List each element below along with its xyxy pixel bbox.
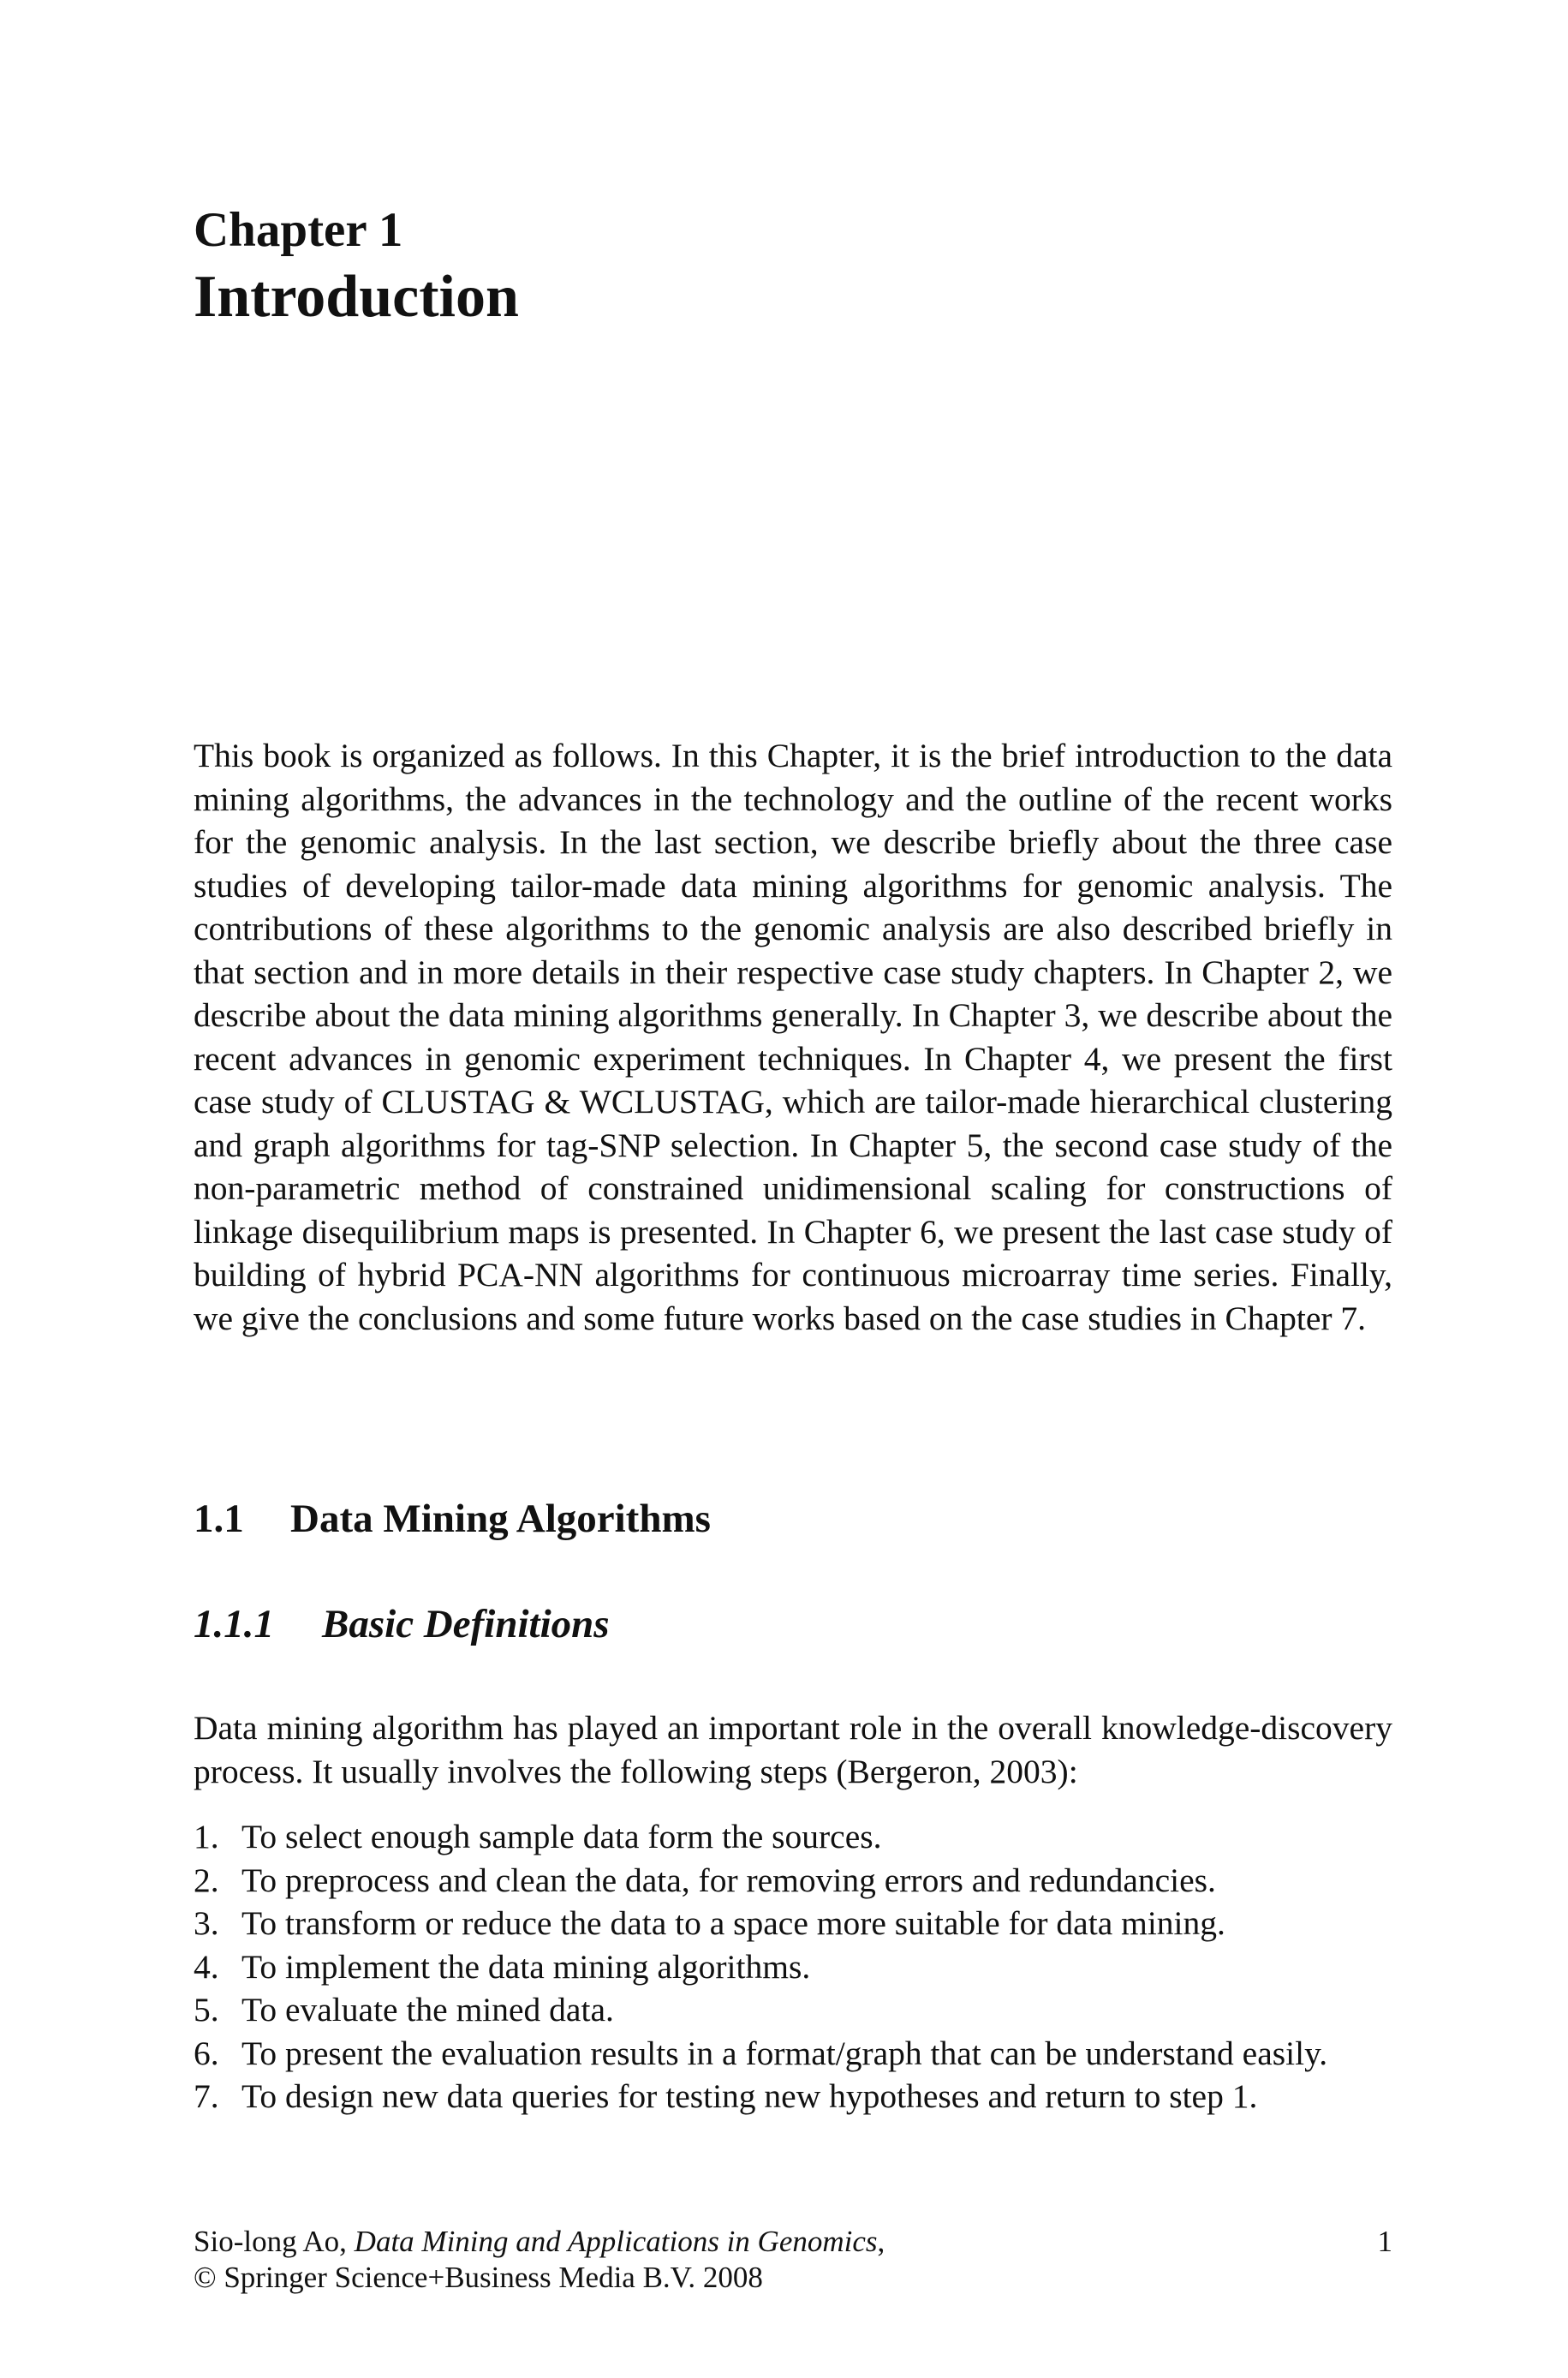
subsection-heading: [194, 1604, 610, 1645]
list-item: [194, 2032, 1392, 2076]
list-item-number: 4.: [194, 1947, 219, 1986]
footer-author: Sio-long Ao,: [194, 2225, 355, 2258]
list-item-number: 2.: [194, 1861, 219, 1899]
list-item: [194, 1988, 1392, 2032]
list-item-number: 1.: [194, 1818, 219, 1855]
subsection-title: Basic Definitions: [322, 1602, 610, 1646]
list-item-number: 7.: [194, 2077, 219, 2115]
list-item: [194, 2075, 1392, 2118]
chapter-title: Introduction: [194, 264, 519, 330]
list-item-text: To evaluate the mined data.: [241, 1991, 614, 2028]
section-title: Data Mining Algorithms: [290, 1497, 711, 1541]
intro-paragraph: This book is organized as follows. In this Chapter, it is the brief introduction to the data mining algorithms, the advances in the technology and the outline of the recent works for the genomic analysis. In the last section, we describe briefly about the three case studies of developing tailor-made data mining algorithms for genomic analysis. The contributions of these algorithms to the genomic analysis are also described briefly in that section and in more details in their respective case study chapters. In Chapter 2, we describe about the data mining algorithms generally. In Chapter 3, we describe about the recent advances in genomic experiment techniques. In Chapter 4, we present the first case study of CLUSTAG & WCLUSTAG, which are tailor-made hierarchical clustering and graph algorithms for tag-SNP selection. In Chapter 5, the second case study of the non-parametric method of constrained unidimensional scaling for constructions of linkage disequilibrium maps is presented. In Chapter 6, we present the last case study of building of hybrid PCA-NN algorithms for continuous microarray time series. Finally, we give the conclusions and some future works based on the case studies in Chapter 7.: [194, 737, 1392, 1337]
list-item: [194, 1859, 1392, 1903]
list-item: [194, 1815, 1392, 1859]
chapter-label: Chapter 1: [194, 203, 403, 257]
list-item: [194, 1902, 1392, 1945]
list-item-number: 5.: [194, 1991, 219, 2028]
definitions-paragraph: Data mining algorithm has played an important role in the overall knowledge-discovery process. It usually involves the following steps (Bergeron, 2003):: [194, 1709, 1392, 1790]
footer-comma: ,: [877, 2225, 885, 2258]
steps-list: [194, 1815, 1392, 2118]
page-number: 1: [1377, 2225, 1392, 2258]
list-item-text: To select enough sample data form the sources.: [241, 1818, 882, 1855]
section-number: 1.1: [194, 1497, 244, 1541]
section-heading: [194, 1499, 711, 1539]
list-item-number: 3.: [194, 1904, 219, 1942]
subsection-number: 1.1.1: [194, 1602, 274, 1646]
footer-citation-row: [194, 2224, 1392, 2260]
list-item-text: To design new data queries for testing new hypotheses and return to step 1.: [241, 2077, 1258, 2115]
list-item-text: To preprocess and clean the data, for removing errors and redundancies.: [241, 1861, 1216, 1899]
footer-book-title: Data Mining and Applications in Genomics: [354, 2225, 878, 2258]
list-item-text: To present the evaluation results in a format/graph that can be understand easily.: [241, 2034, 1328, 2072]
page-footer: [194, 2224, 1392, 2296]
footer-copyright: © Springer Science+Business Media B.V. 2008: [194, 2261, 763, 2294]
list-item-text: To implement the data mining algorithms.: [241, 1947, 811, 1986]
list-item-text: To transform or reduce the data to a space more suitable for data mining.: [241, 1904, 1225, 1942]
list-item: [194, 1945, 1392, 1989]
footer-citation: [194, 2224, 885, 2260]
list-item-number: 6.: [194, 2034, 219, 2072]
